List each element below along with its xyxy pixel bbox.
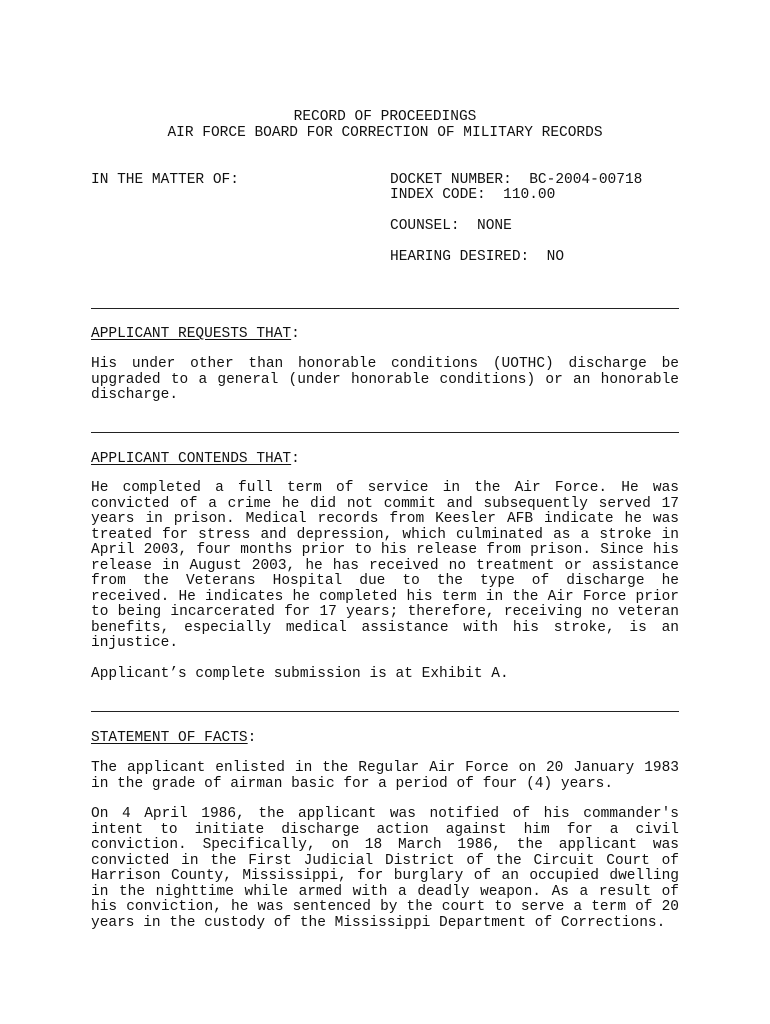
index-code: INDEX CODE: 110.00	[390, 187, 556, 203]
requests-heading	[91, 326, 300, 342]
requests-paragraph: His under other than honorable conditions (UOTHC) discharge be upgraded to a general (under honorable conditions) or an honorable discharge.	[91, 356, 679, 403]
section-divider	[91, 308, 679, 309]
requests-heading-text: APPLICANT REQUESTS THAT	[91, 326, 292, 342]
facts-paragraph-discharge: On 4 April 1986, the applicant was notified of his commander's intent to initiate discharge action against him for a civil conviction. Specifically, on 18 March 1986, the applicant was convicted in the First Judicial District of the Circuit Court of Harrison County, Mississippi, for burglary of an occupied dwelling in the nighttime while armed with a deadly weapon. As a result of his conviction, he was sentenced by the court to serve a term of 20 years in the custody of the Mississippi Department of Corrections.	[91, 806, 679, 931]
document-title: RECORD OF PROCEEDINGS	[293, 109, 477, 125]
requests-heading-colon: :	[291, 326, 300, 342]
section-divider	[91, 711, 679, 712]
exhibit-paragraph: Applicant’s complete submission is at Exhibit A.	[91, 666, 509, 682]
contends-heading-text: APPLICANT CONTENDS THAT	[91, 451, 292, 467]
contends-heading-colon: :	[291, 451, 300, 467]
contends-heading	[91, 451, 300, 467]
facts-paragraph-enlistment: The applicant enlisted in the Regular Air Force on 20 January 1983 in the grade of airman basic for a period of four (4) years.	[91, 760, 679, 792]
hearing-desired: HEARING DESIRED: NO	[390, 249, 565, 265]
section-divider	[91, 432, 679, 433]
facts-heading-text: STATEMENT OF FACTS	[91, 730, 248, 746]
board-name: AIR FORCE BOARD FOR CORRECTION OF MILITARY RECORDS	[167, 125, 603, 141]
matter-label: IN THE MATTER OF:	[91, 172, 239, 188]
facts-heading-colon: :	[247, 730, 257, 746]
docket-number: DOCKET NUMBER: BC-2004-00718	[390, 172, 643, 188]
contends-paragraph: He completed a full term of service in the Air Force. He was convicted of a crime he did not commit and subsequently served 17 years in prison. Medical records from Keesler AFB indicate he was treated for stress and depression, which culminated as a stroke in April 2003, four months prior to his release from prison. Since his release in August 2003, he has received no treatment or assistance from the Veterans Hospital due to the type of discharge he received. He indicates he completed his term in the Air Force prior to being incarcerated for 17 years; therefore, receiving no veteran benefits, especially medical assistance with his stroke, is an injustice.	[91, 480, 679, 651]
facts-heading	[91, 730, 256, 746]
counsel: COUNSEL: NONE	[390, 218, 512, 234]
